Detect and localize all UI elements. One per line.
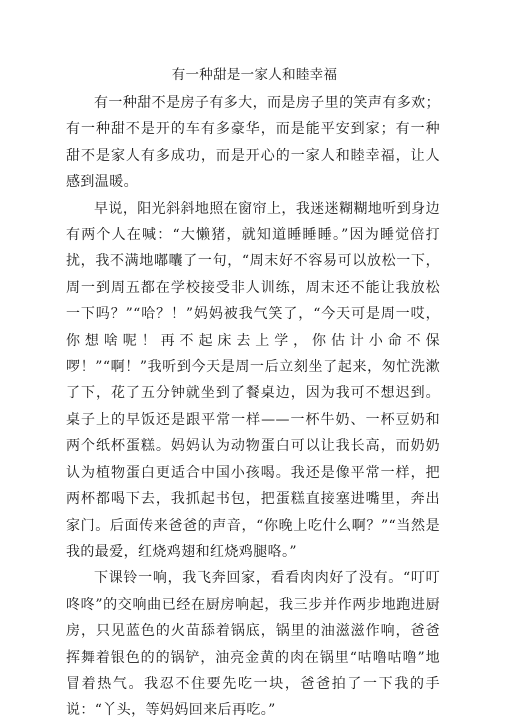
document-body bbox=[66, 90, 440, 724]
paragraph-intro: 有一种甜不是房子有多大，而是房子里的笑声有多欢；有一种甜不是开的车有多豪华，而是能平安到家；有一种甜不是家人有多成功，而是开心的一家人和睦幸福，让人感到温暖。 bbox=[66, 95, 440, 191]
paragraph-morning: 早说，阳光斜斜地照在窗帘上，我迷迷糊糊地听到身边有两个人在喊：“大懒猪，就知道睡睡睡。”因为睡觉倍打扰，我不满地嘟囔了一句，“周末好不容易可以放松一下，周一到周五都在学校接受非人训练，周末还不能让我放松一下吗？”“哈？！”妈妈被我气笑了，“今天可是周一哎，你想啥呢！再不起床去上学，你估计小命不保啰！”“啊！”我听到今天是周一后立刻坐了起来，匆忙洗漱了下，花了五分钟就坐到了餐桌边，因为我可不想迟到。桌子上的早饭还是跟平常一样——一杯牛奶、一杯豆奶和两个纸杯蛋糕。妈妈认为动物蛋白可以让我长高，而奶奶认为植物蛋白更适合中国小孩喝。我还是像平常一样，把两杯都喝下去，我抓起书包，把蛋糕直接塞进嘴里，奔出家门。后面传来爸爸的声音，“你晚上吃什么啊？”“当然是我的最爱，红烧鸡翅和红烧鸡腿咯。” bbox=[66, 200, 440, 560]
document-title: 有一种甜是一家人和睦幸福 bbox=[171, 67, 338, 83]
paragraph-after-school: 下课铃一响，我飞奔回家，看看肉肉好了没有。“叮叮咚咚”的交响曲已经在厨房响起，我三步并作两步地跑进厨房，只见蓝色的火苗舔着锅底，锅里的油滋滋作响，爸爸挥舞着银色的的锅铲，油亮金黄的肉在锅里“咕噜咕噜”地冒着热气。我忍不住要先吃一块，爸爸拍了一下我的手说：“丫头，等妈妈回来后再吃。” bbox=[66, 570, 440, 719]
